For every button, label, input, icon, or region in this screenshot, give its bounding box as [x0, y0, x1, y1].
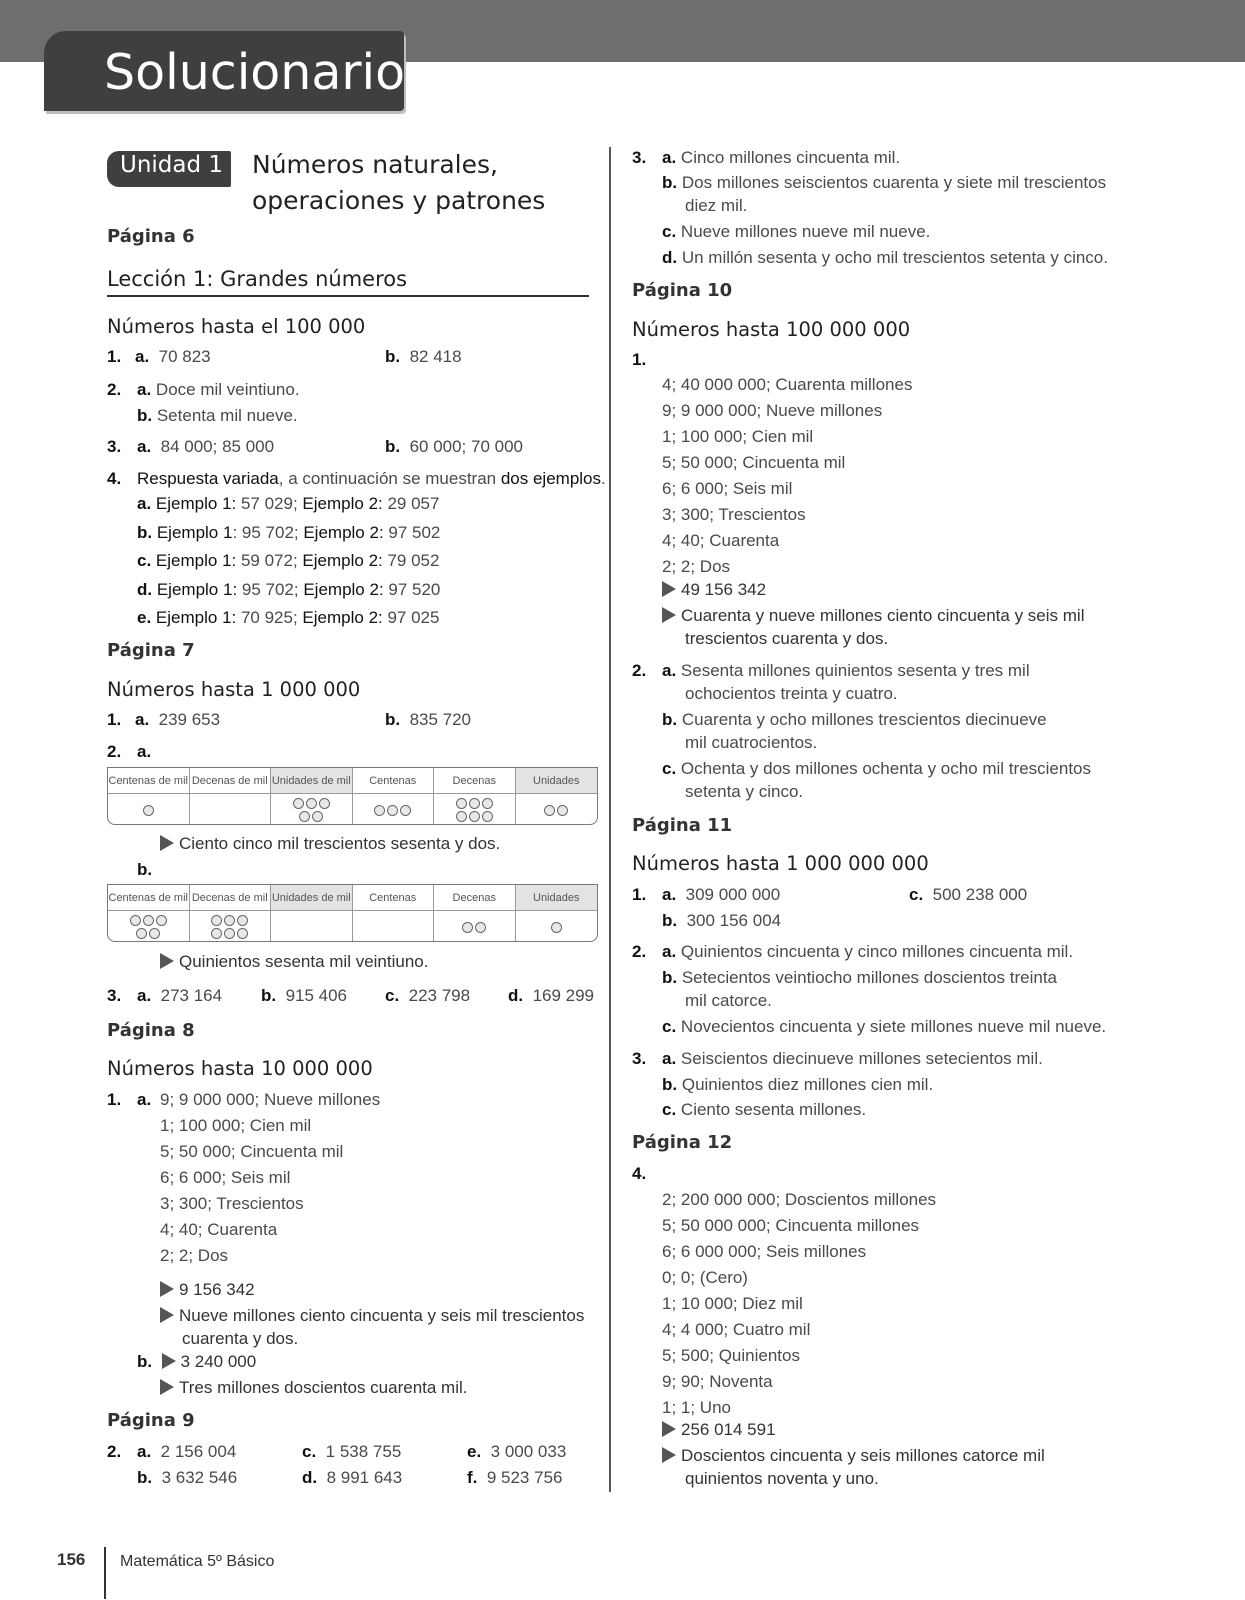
triangle-bullet-icon: [162, 1353, 176, 1369]
list-item: 4; 4 000; Cuatro mil: [662, 1320, 811, 1339]
section-heading: Números hasta 10 000 000: [107, 1057, 373, 1080]
answer-line: Tres millones doscientos cuarenta mil.: [160, 1378, 468, 1398]
page-heading-7: Página 7: [107, 640, 195, 661]
table-header: Centenas: [353, 885, 435, 911]
counter-dot: [299, 811, 310, 822]
list-item: 5; 50 000 000; Cincuenta millones: [662, 1216, 920, 1235]
list-item: 2; 2; Dos: [160, 1246, 229, 1265]
unit-title-line1: Números naturales,: [252, 150, 498, 179]
exercise-2b-label: b.: [137, 860, 153, 879]
exercise-2c-cont: setenta y cinco.: [685, 782, 804, 801]
exercise-3: 3. a. 84 000; 85 000: [107, 437, 275, 456]
book-title: Matemática 5º Básico: [120, 1553, 275, 1570]
exercise-2f: f. 9 523 756: [467, 1468, 563, 1487]
counter-dot: [456, 811, 467, 822]
counter-dot: [475, 922, 486, 933]
exercise-3b: b. 60 000; 70 000: [385, 437, 524, 456]
counter-dot: [293, 798, 304, 809]
counter-dot: [224, 915, 235, 926]
exercise-3c: c. 223 798: [385, 986, 471, 1005]
counter-dot: [312, 811, 323, 822]
exercise-4c: c. Ejemplo 1: 59 072; Ejemplo 2: 79 052: [137, 551, 440, 570]
table-header: Decenas: [434, 768, 516, 794]
table-header: Unidades de mil: [271, 768, 353, 794]
exercise-2b-cont: mil cuatrocientos.: [685, 733, 818, 752]
table-cell: [353, 911, 435, 942]
list-item: 9; 90; Noventa: [662, 1372, 773, 1391]
exercise-4b: b. Ejemplo 1: 95 702; Ejemplo 2: 97 502: [137, 523, 441, 542]
exercise-2b-cont: mil catorce.: [685, 991, 772, 1010]
table-header: Unidades: [516, 768, 598, 794]
exercise-1b: b. 300 156 004: [662, 911, 782, 930]
list-item: 6; 6 000; Seis mil: [160, 1168, 291, 1187]
place-value-table-a: [107, 767, 598, 825]
table-header: Centenas de mil: [108, 885, 190, 911]
exercise-2a: 2. a.: [107, 742, 152, 761]
list-item: 1; 100 000; Cien mil: [662, 427, 814, 446]
list-item: 1; 100 000; Cien mil: [160, 1116, 312, 1135]
counter-dot: [469, 811, 480, 822]
exercise-2d: d. 8 991 643: [302, 1468, 403, 1487]
exercise-3a: 3. a. Seiscientos diecinueve millones setecientos mil.: [632, 1049, 1043, 1068]
list-item: 4; 40; Cuarenta: [662, 531, 780, 550]
table-header: Decenas de mil: [190, 885, 272, 911]
counter-dot: [143, 805, 154, 816]
exercise-2e: e. 3 000 033: [467, 1442, 567, 1461]
section-heading: Números hasta 1 000 000: [107, 678, 361, 701]
answer-line: 9 156 342: [160, 1280, 255, 1300]
exercise-1b: b. 835 720: [385, 710, 472, 729]
list-item: 4; 40; Cuarenta: [160, 1220, 278, 1239]
counter-dot: [224, 928, 235, 939]
page-heading-11: Página 11: [632, 815, 733, 836]
list-item: 6; 6 000; Seis mil: [662, 479, 793, 498]
exercise-2b: b. Setecientos veintiocho millones doscientos treinta: [662, 968, 1057, 987]
exercise-3b: b. 915 406: [261, 986, 348, 1005]
table-cell: [108, 911, 190, 942]
table-cell: [271, 794, 353, 825]
exercise-1b: b. 82 418: [385, 347, 462, 366]
table-cell: [434, 911, 516, 942]
counter-dot: [456, 798, 467, 809]
exercise-1-label: 1.: [632, 350, 647, 369]
counter-dot: [469, 798, 480, 809]
table-header: Centenas: [353, 768, 435, 794]
triangle-bullet-icon: [662, 1421, 676, 1437]
unit-badge-label: Unidad 1: [120, 152, 224, 178]
counter-dot: [211, 915, 222, 926]
exercise-1a: 1. a. 309 000 000: [632, 885, 781, 904]
exercise-2b: b. Cuarenta y ocho millones trescientos diecinueve: [662, 710, 1047, 729]
counter-dot: [462, 922, 473, 933]
list-item: 1; 1; Uno: [662, 1398, 731, 1417]
footer-divider: [104, 1547, 106, 1599]
exercise-4d: d. Ejemplo 1: 95 702; Ejemplo 2: 97 520: [137, 580, 441, 599]
table-cell: [516, 794, 598, 825]
exercise-4-label: 4.: [632, 1164, 647, 1183]
triangle-bullet-icon: [160, 1307, 174, 1323]
table-cell: [108, 794, 190, 825]
answer-line: trescientos cuarenta y dos.: [685, 629, 889, 648]
section-heading: Números hasta 100 000 000: [632, 318, 911, 341]
list-item: 1; 10 000; Diez mil: [662, 1294, 803, 1313]
counter-dot: [557, 805, 568, 816]
exercise-2a: 2. a. Quinientos cincuenta y cinco millones cincuenta mil.: [632, 942, 1074, 961]
exercise-3a: 3. a. Cinco millones cincuenta mil.: [632, 148, 901, 167]
exercise-2c: c. Ochenta y dos millones ochenta y ocho mil trescientos: [662, 759, 1092, 778]
exercise-2c: c. 1 538 755: [302, 1442, 402, 1461]
list-item: 4; 40 000 000; Cuarenta millones: [662, 375, 913, 394]
answer-line: Cuarenta y nueve millones ciento cincuenta y seis mil: [662, 606, 1084, 626]
list-item: 5; 500; Quinientos: [662, 1346, 800, 1365]
table-cell: [434, 794, 516, 825]
list-item: 3; 300; Trescientos: [662, 505, 806, 524]
exercise-2a: 2. a. Doce mil veintiuno.: [107, 380, 300, 399]
list-item: 9; 9 000 000; Nueve millones: [662, 401, 883, 420]
exercise-1: 1. a. 70 823: [107, 347, 211, 366]
exercise-2a-cont: ochocientos treinta y cuatro.: [685, 684, 898, 703]
counter-dot: [143, 915, 154, 926]
answer-line: Nueve millones ciento cincuenta y seis mil trescientos: [160, 1306, 584, 1326]
exercise-4: 4. Respuesta variada, a continuación se muestran dos ejemplos.: [107, 469, 606, 488]
triangle-bullet-icon: [160, 1379, 174, 1395]
exercise-3d: d. Un millón sesenta y ocho mil trescientos setenta y cinco.: [662, 248, 1108, 267]
exercise-2b: b. 3 632 546: [137, 1468, 238, 1487]
triangle-bullet-icon: [160, 1281, 174, 1297]
list-item: 0; 0; (Cero): [662, 1268, 748, 1287]
list-item: 6; 6 000 000; Seis millones: [662, 1242, 867, 1261]
triangle-bullet-icon: [160, 835, 174, 851]
page-heading-8: Página 8: [107, 1020, 195, 1041]
table-cell: [190, 911, 272, 942]
exercise-2a: 2. a. 2 156 004: [107, 1442, 237, 1461]
triangle-bullet-icon: [662, 1447, 676, 1463]
counter-dot: [482, 811, 493, 822]
table-cell: [190, 794, 272, 825]
exercise-2a: 2. a. Sesenta millones quinientos sesenta y tres mil: [632, 661, 1030, 680]
exercise-3d: d. 169 299: [508, 986, 595, 1005]
exercise-2c: c. Novecientos cincuenta y siete millones nueve mil nueve.: [662, 1017, 1107, 1036]
answer-line: 256 014 591: [662, 1420, 776, 1440]
exercise-4a: a. Ejemplo 1: 57 029; Ejemplo 2: 29 057: [137, 494, 440, 513]
counter-dot: [306, 798, 317, 809]
exercise-1a-label: 1. a.: [107, 1090, 152, 1109]
counter-dot: [374, 805, 385, 816]
lesson-rule: [107, 295, 589, 297]
exercise-3a: 3. a. 273 164: [107, 986, 223, 1005]
section-heading: Números hasta 1 000 000 000: [632, 852, 929, 875]
list-item: 3; 300; Trescientos: [160, 1194, 304, 1213]
counter-dot: [319, 798, 330, 809]
answer-line: Ciento cinco mil trescientos sesenta y dos.: [160, 834, 500, 854]
lesson-title: Lección 1: Grandes números: [107, 267, 408, 291]
answer-line: Doscientos cincuenta y seis millones catorce mil: [662, 1446, 1045, 1466]
exercise-1: 1. a. 239 653: [107, 710, 221, 729]
exercise-3b: b. Quinientos diez millones cien mil.: [662, 1075, 934, 1094]
counter-dot: [130, 915, 141, 926]
page-heading-6: Página 6: [107, 226, 195, 247]
table-header: Unidades de mil: [271, 885, 353, 911]
counter-dot: [211, 928, 222, 939]
table-header: Centenas de mil: [108, 768, 190, 794]
triangle-bullet-icon: [662, 607, 676, 623]
exercise-3b: b. Dos millones seiscientos cuarenta y siete mil trescientos: [662, 173, 1107, 192]
exercise-4e: e. Ejemplo 1: 70 925; Ejemplo 2: 97 025: [137, 608, 440, 627]
exercise-1c: c. 500 238 000: [909, 885, 1028, 904]
counter-dot: [136, 928, 147, 939]
page-number: 156: [57, 1550, 86, 1569]
triangle-bullet-icon: [160, 953, 174, 969]
answer-line: 49 156 342: [662, 580, 766, 600]
list-item: 9; 9 000 000; Nueve millones: [160, 1090, 381, 1109]
exercise-3b-cont: diez mil.: [685, 196, 748, 215]
table-header: Decenas de mil: [190, 768, 272, 794]
section-heading: Números hasta el 100 000: [107, 315, 366, 338]
table-cell: [353, 794, 435, 825]
list-item: 5; 50 000; Cincuenta mil: [662, 453, 846, 472]
unit-title-line2: operaciones y patrones: [252, 186, 546, 215]
counter-dot: [551, 922, 562, 933]
page-heading-9: Página 9: [107, 1410, 195, 1431]
page-heading-10: Página 10: [632, 280, 733, 301]
counter-dot: [482, 798, 493, 809]
counter-dot: [237, 928, 248, 939]
counter-dot: [400, 805, 411, 816]
counter-dot: [387, 805, 398, 816]
table-cell: [516, 911, 598, 942]
exercise-3c: c. Nueve millones nueve mil nueve.: [662, 222, 931, 241]
place-value-table-b: [107, 884, 598, 942]
answer-line: Quinientos sesenta mil veintiuno.: [160, 952, 428, 972]
list-item: 5; 50 000; Cincuenta mil: [160, 1142, 344, 1161]
triangle-bullet-icon: [662, 581, 676, 597]
exercise-2b: b. Setenta mil nueve.: [137, 406, 298, 425]
exercise-1b: b. 3 240 000: [137, 1352, 257, 1371]
page-heading-12: Página 12: [632, 1132, 733, 1153]
list-item: 2; 2; Dos: [662, 557, 731, 576]
table-header: Unidades: [516, 885, 598, 911]
table-header: Decenas: [434, 885, 516, 911]
exercise-3c: c. Ciento sesenta millones.: [662, 1100, 867, 1119]
counter-dot: [149, 928, 160, 939]
counter-dot: [544, 805, 555, 816]
answer-line: cuarenta y dos.: [182, 1329, 299, 1348]
counter-dot: [156, 915, 167, 926]
page-title: Solucionario: [104, 44, 406, 101]
list-item: 2; 200 000 000; Doscientos millones: [662, 1190, 937, 1209]
answer-line: quinientos noventa y uno.: [685, 1469, 879, 1488]
column-divider: [609, 147, 611, 1492]
counter-dot: [237, 915, 248, 926]
table-cell: [271, 911, 353, 942]
